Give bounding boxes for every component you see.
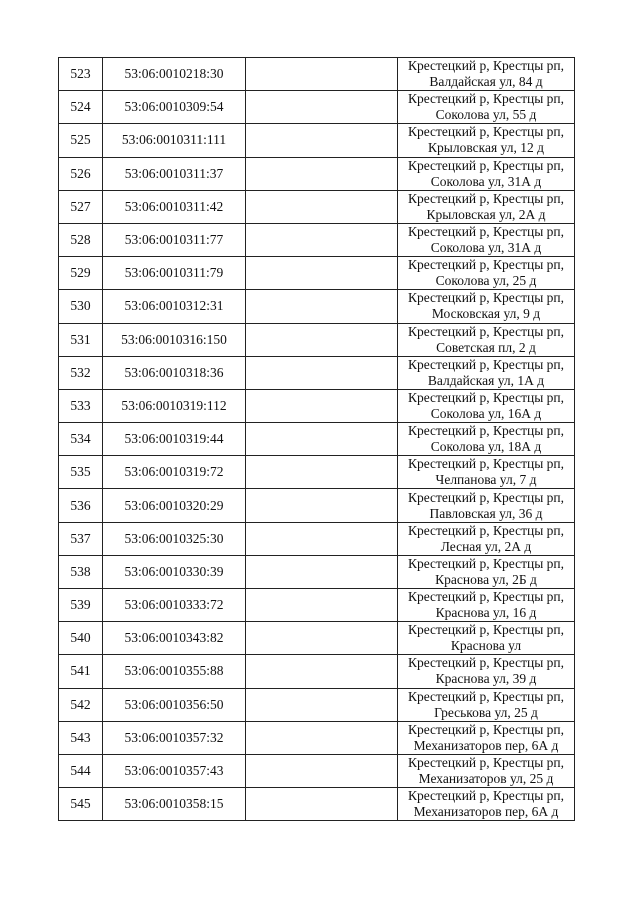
cadastral-number: 53:06:0010356:50 <box>103 688 246 721</box>
address-line-1: Крестецкий р, Крестцы рп, <box>407 323 565 339</box>
address-line-1: Крестецкий р, Крестцы рп, <box>407 655 565 671</box>
empty-cell <box>246 257 398 290</box>
cadastral-number: 53:06:0010218:30 <box>103 58 246 91</box>
row-number: 525 <box>59 124 103 157</box>
address-cell <box>398 423 575 456</box>
table-row <box>59 456 575 489</box>
address-line-2: Краснова ул, 2Б д <box>435 571 537 587</box>
empty-cell <box>246 589 398 622</box>
address-cell <box>398 190 575 223</box>
row-number: 532 <box>59 356 103 389</box>
row-number: 538 <box>59 555 103 588</box>
row-number: 544 <box>59 754 103 787</box>
row-number: 530 <box>59 290 103 323</box>
address-line-2: Соколова ул, 31А д <box>430 240 542 256</box>
empty-cell <box>246 555 398 588</box>
address-line-1: Крестецкий р, Крестцы рп, <box>407 91 565 107</box>
row-number: 526 <box>59 157 103 190</box>
table-row <box>59 190 575 223</box>
table-row <box>59 58 575 91</box>
address-cell <box>398 622 575 655</box>
table-row <box>59 721 575 754</box>
address-line-1: Крестецкий р, Крестцы рп, <box>407 257 565 273</box>
address-cell <box>398 356 575 389</box>
cadastral-number: 53:06:0010311:77 <box>103 223 246 256</box>
table-row <box>59 522 575 555</box>
address-line-1: Крестецкий р, Крестцы рп, <box>407 589 565 605</box>
empty-cell <box>246 489 398 522</box>
address-line-1: Крестецкий р, Крестцы рп, <box>407 788 565 804</box>
address-line-1: Крестецкий р, Крестцы рп, <box>407 389 565 405</box>
cadastral-number: 53:06:0010357:43 <box>103 754 246 787</box>
table-row <box>59 124 575 157</box>
row-number: 535 <box>59 456 103 489</box>
cadastral-number: 53:06:0010333:72 <box>103 589 246 622</box>
cadastral-number: 53:06:0010311:42 <box>103 190 246 223</box>
cadastral-table <box>58 57 575 821</box>
table-row <box>59 389 575 422</box>
row-number: 545 <box>59 788 103 821</box>
row-number: 541 <box>59 655 103 688</box>
address-line-1: Крестецкий р, Крестцы рп, <box>407 688 565 704</box>
address-cell <box>398 223 575 256</box>
table-row <box>59 688 575 721</box>
address-line-2: Соколова ул, 18А д <box>430 439 542 455</box>
address-cell <box>398 323 575 356</box>
address-line-1: Крестецкий р, Крестцы рп, <box>407 356 565 372</box>
address-line-1: Крестецкий р, Крестцы рп, <box>407 423 565 439</box>
empty-cell <box>246 323 398 356</box>
empty-cell <box>246 655 398 688</box>
empty-cell <box>246 788 398 821</box>
address-cell <box>398 290 575 323</box>
address-cell <box>398 124 575 157</box>
address-line-1: Крестецкий р, Крестцы рп, <box>407 224 565 240</box>
empty-cell <box>246 754 398 787</box>
row-number: 528 <box>59 223 103 256</box>
address-line-2: Советская пл, 2 д <box>436 339 536 355</box>
row-number: 537 <box>59 522 103 555</box>
address-line-2: Соколова ул, 31А д <box>430 173 542 189</box>
row-number: 534 <box>59 423 103 456</box>
address-line-2: Павловская ул, 36 д <box>429 505 543 521</box>
address-line-1: Крестецкий р, Крестцы рп, <box>407 58 565 74</box>
address-cell <box>398 456 575 489</box>
cadastral-number: 53:06:0010330:39 <box>103 555 246 588</box>
cadastral-number: 53:06:0010311:79 <box>103 257 246 290</box>
address-line-2: Механизаторов пер, 6А д <box>413 804 559 820</box>
address-line-1: Крестецкий р, Крестцы рп, <box>407 157 565 173</box>
address-cell <box>398 489 575 522</box>
address-cell <box>398 555 575 588</box>
cadastral-number: 53:06:0010319:112 <box>103 389 246 422</box>
address-cell <box>398 721 575 754</box>
table-row <box>59 622 575 655</box>
address-line-2: Механизаторов пер, 6А д <box>413 737 559 753</box>
table-row <box>59 290 575 323</box>
address-line-1: Крестецкий р, Крестцы рп, <box>407 290 565 306</box>
cadastral-number: 53:06:0010311:37 <box>103 157 246 190</box>
address-line-1: Крестецкий р, Крестцы рп, <box>407 555 565 571</box>
address-line-1: Крестецкий р, Крестцы рп, <box>407 522 565 538</box>
address-cell <box>398 754 575 787</box>
cadastral-number: 53:06:0010357:32 <box>103 721 246 754</box>
empty-cell <box>246 423 398 456</box>
address-line-1: Крестецкий р, Крестцы рп, <box>407 489 565 505</box>
cadastral-number: 53:06:0010358:15 <box>103 788 246 821</box>
table-row <box>59 91 575 124</box>
cadastral-number: 53:06:0010318:36 <box>103 356 246 389</box>
table-row <box>59 489 575 522</box>
row-number: 531 <box>59 323 103 356</box>
address-line-2: Краснова ул <box>450 638 522 654</box>
table-row <box>59 157 575 190</box>
address-line-1: Крестецкий р, Крестцы рп, <box>407 190 565 206</box>
address-line-2: Механизаторов ул, 25 д <box>418 771 554 787</box>
row-number: 524 <box>59 91 103 124</box>
address-line-2: Крыловская ул, 2А д <box>426 206 546 222</box>
address-cell <box>398 91 575 124</box>
empty-cell <box>246 190 398 223</box>
empty-cell <box>246 688 398 721</box>
empty-cell <box>246 389 398 422</box>
address-line-2: Соколова ул, 55 д <box>435 107 537 123</box>
cadastral-number: 53:06:0010319:72 <box>103 456 246 489</box>
address-line-2: Московская ул, 9 д <box>431 306 541 322</box>
empty-cell <box>246 522 398 555</box>
address-line-2: Соколова ул, 16А д <box>430 405 542 421</box>
table-row <box>59 589 575 622</box>
empty-cell <box>246 157 398 190</box>
cadastral-number: 53:06:0010320:29 <box>103 489 246 522</box>
address-cell <box>398 522 575 555</box>
cadastral-number: 53:06:0010316:150 <box>103 323 246 356</box>
table-row <box>59 555 575 588</box>
empty-cell <box>246 58 398 91</box>
row-number: 536 <box>59 489 103 522</box>
row-number: 540 <box>59 622 103 655</box>
empty-cell <box>246 622 398 655</box>
table-row <box>59 223 575 256</box>
row-number: 542 <box>59 688 103 721</box>
address-cell <box>398 257 575 290</box>
address-line-2: Крыловская ул, 12 д <box>428 140 544 156</box>
empty-cell <box>246 721 398 754</box>
address-cell <box>398 589 575 622</box>
row-number: 523 <box>59 58 103 91</box>
empty-cell <box>246 290 398 323</box>
cadastral-number: 53:06:0010309:54 <box>103 91 246 124</box>
empty-cell <box>246 456 398 489</box>
table-row <box>59 257 575 290</box>
address-line-2: Краснова ул, 16 д <box>435 605 537 621</box>
address-line-1: Крестецкий р, Крестцы рп, <box>407 622 565 638</box>
address-cell <box>398 389 575 422</box>
address-line-2: Валдайская ул, 84 д <box>429 74 543 90</box>
empty-cell <box>246 91 398 124</box>
row-number: 529 <box>59 257 103 290</box>
table-row <box>59 323 575 356</box>
table-row <box>59 356 575 389</box>
empty-cell <box>246 124 398 157</box>
address-cell <box>398 788 575 821</box>
address-line-1: Крестецкий р, Крестцы рп, <box>407 456 565 472</box>
table-body <box>59 58 575 821</box>
address-line-2: Соколова ул, 25 д <box>435 273 537 289</box>
row-number: 543 <box>59 721 103 754</box>
table-row <box>59 754 575 787</box>
address-cell <box>398 688 575 721</box>
cadastral-number: 53:06:0010312:31 <box>103 290 246 323</box>
address-line-1: Крестецкий р, Крестцы рп, <box>407 721 565 737</box>
cadastral-number: 53:06:0010355:88 <box>103 655 246 688</box>
address-cell <box>398 655 575 688</box>
address-cell <box>398 58 575 91</box>
address-line-2: Лесная ул, 2А д <box>440 538 532 554</box>
cadastral-number: 53:06:0010325:30 <box>103 522 246 555</box>
table-row <box>59 423 575 456</box>
cadastral-number: 53:06:0010343:82 <box>103 622 246 655</box>
row-number: 527 <box>59 190 103 223</box>
table-row <box>59 655 575 688</box>
cadastral-number: 53:06:0010311:111 <box>103 124 246 157</box>
address-line-1: Крестецкий р, Крестцы рп, <box>407 124 565 140</box>
empty-cell <box>246 223 398 256</box>
table-row <box>59 788 575 821</box>
row-number: 539 <box>59 589 103 622</box>
cadastral-number: 53:06:0010319:44 <box>103 423 246 456</box>
empty-cell <box>246 356 398 389</box>
address-line-2: Челпанова ул, 7 д <box>435 472 537 488</box>
address-line-2: Краснова ул, 39 д <box>435 671 537 687</box>
address-cell <box>398 157 575 190</box>
address-line-2: Греськова ул, 25 д <box>434 704 538 720</box>
address-line-1: Крестецкий р, Крестцы рп, <box>407 755 565 771</box>
address-line-2: Валдайская ул, 1А д <box>427 372 545 388</box>
row-number: 533 <box>59 389 103 422</box>
